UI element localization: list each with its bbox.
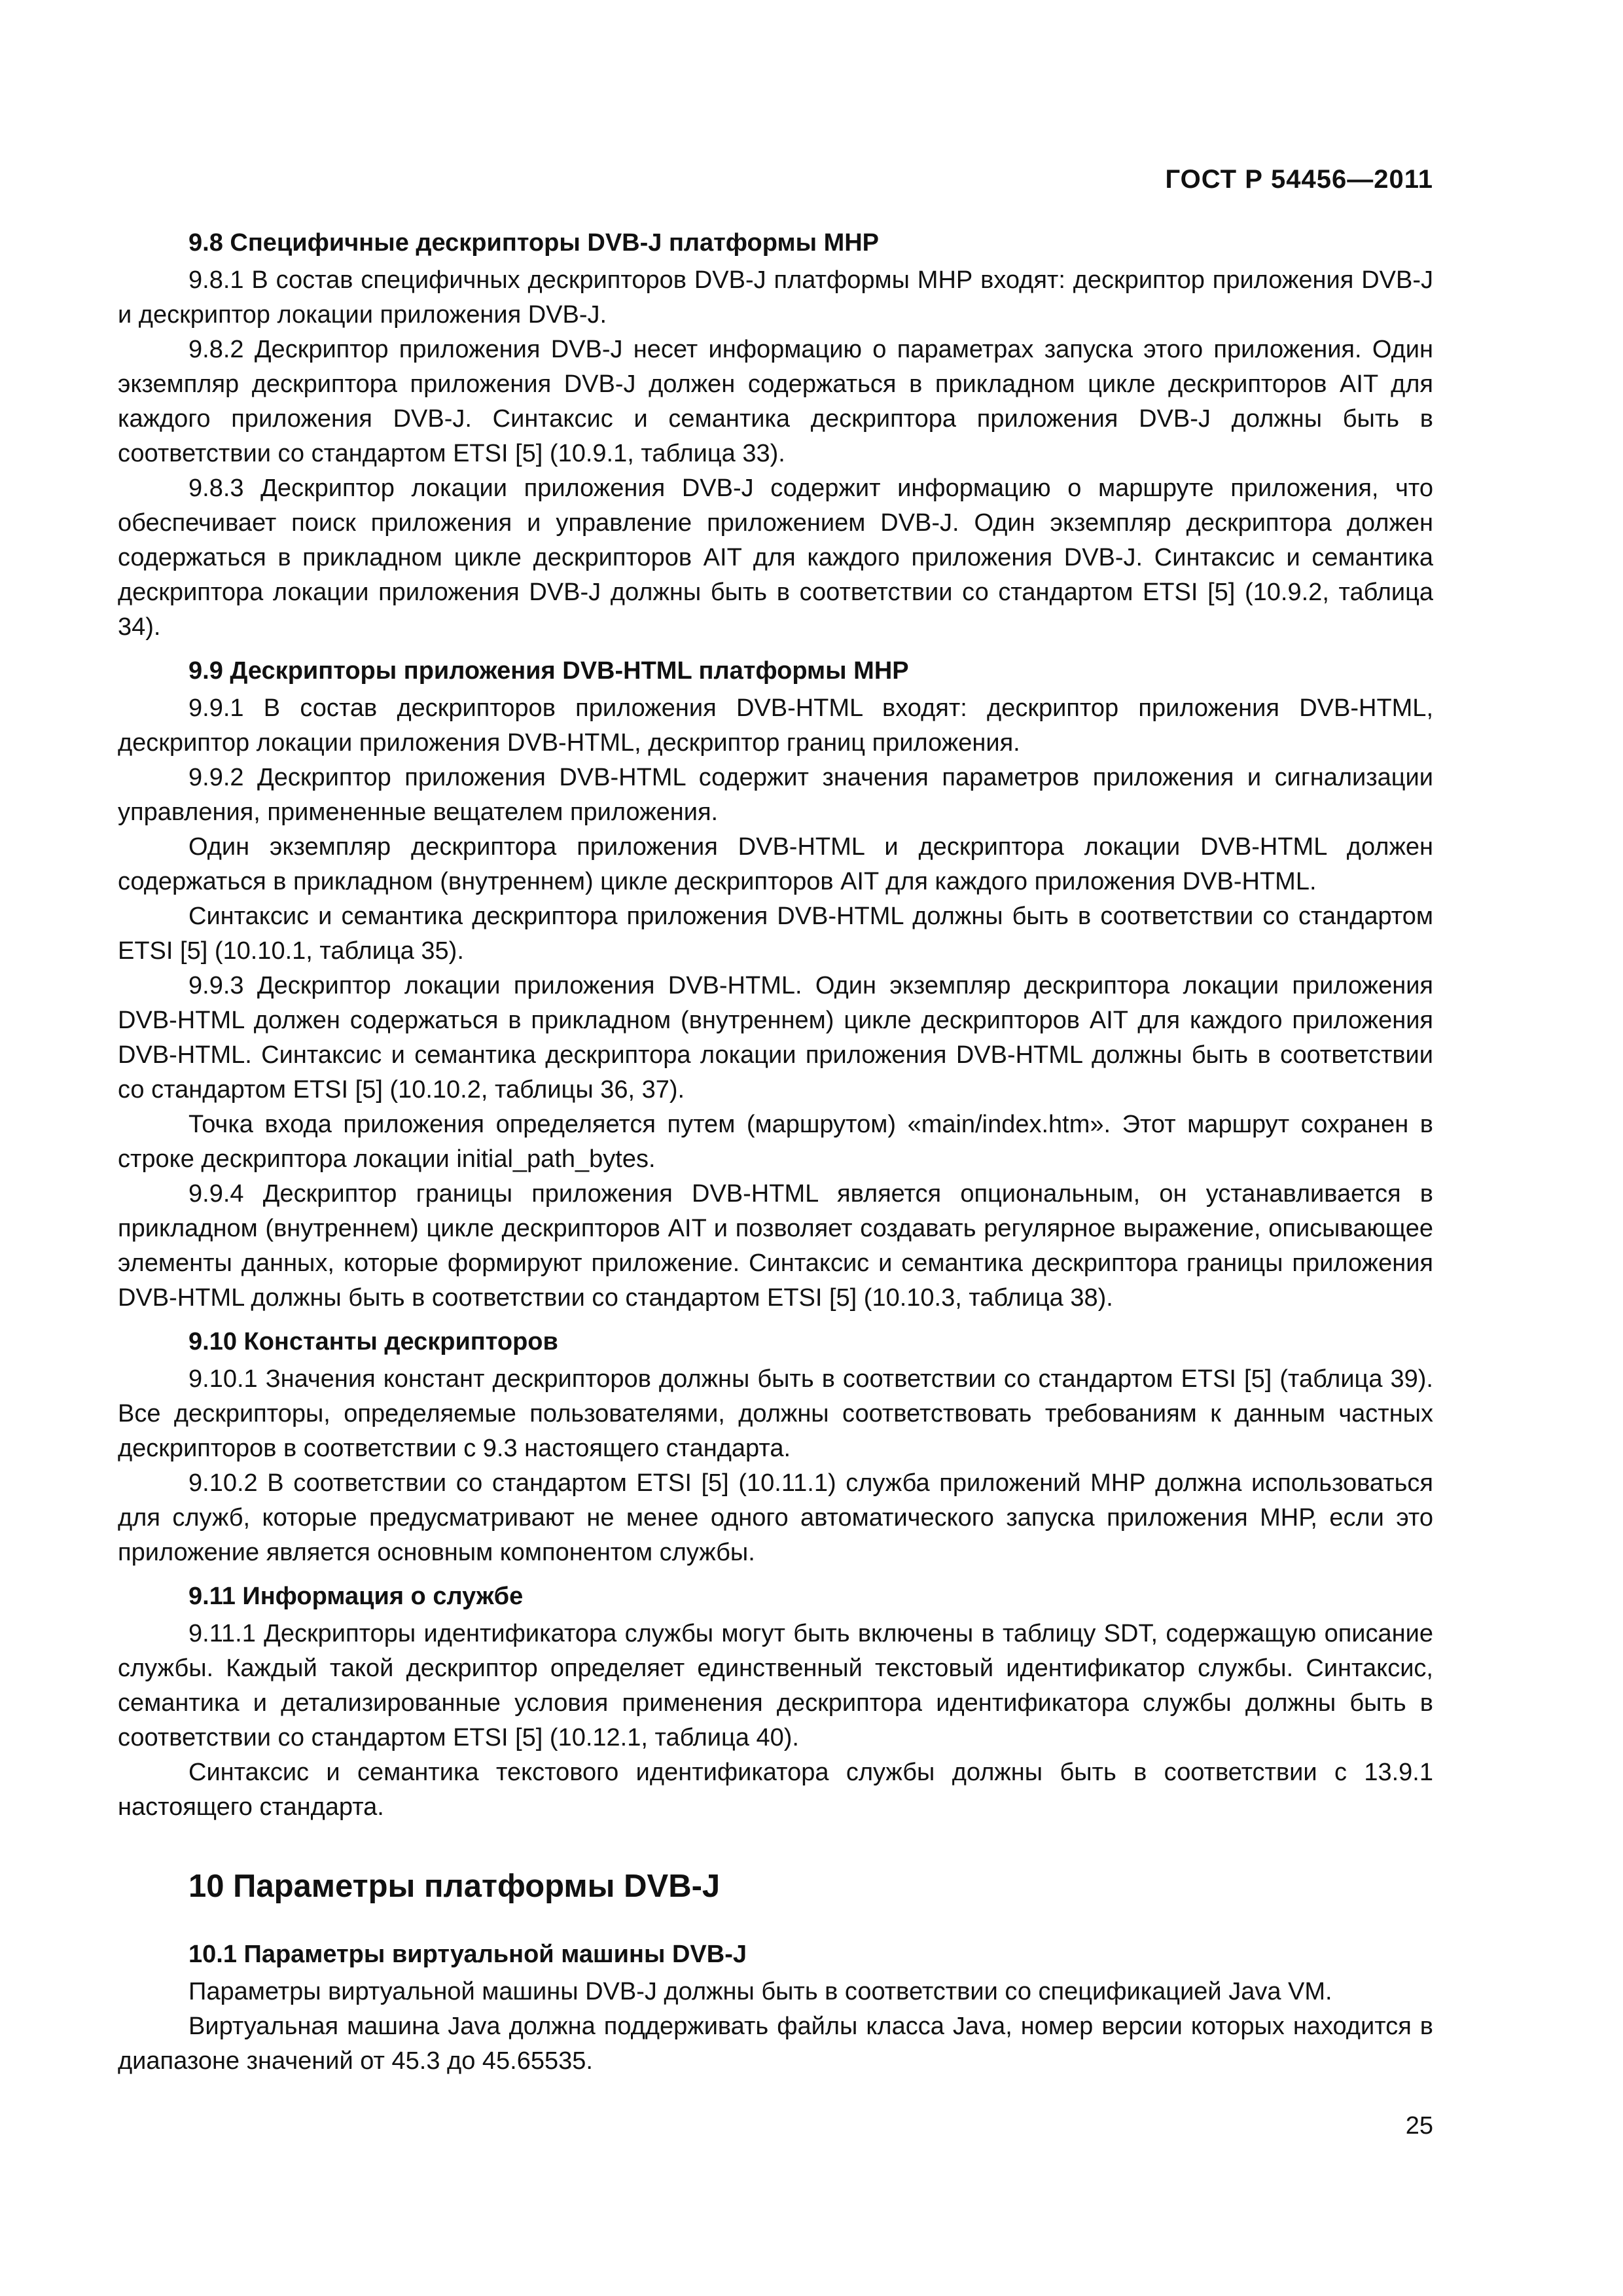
section-10-heading: 10 Параметры платформы DVB-J	[188, 1869, 721, 1904]
paragraph-9-9-2-instance: Один экземпляр дескриптора приложения DVB-HTML и дескриптора локации DVB-HTML должен содержаться в прикладном (внутреннем) цикле дескрипторов AIT для каждого приложения DVB-HTML.	[118, 833, 1433, 895]
paragraph-9-9-2-syntax: Синтаксис и семантика дескриптора приложения DVB-HTML должны быть в соответствии со стандартом ETSI [5] (10.10.1, таблица 35).	[118, 903, 1433, 965]
section-9-10-heading: 9.10 Константы дескрипторов	[188, 1328, 558, 1355]
section-9-11-heading: 9.11 Информация о службе	[188, 1583, 524, 1610]
paragraph-9-9-1: 9.9.1 В состав дескрипторов приложения DVB-HTML входят: дескриптор приложения DVB-HTML, дескриптор локации приложения DVB-HTML, дескриптор границ приложения.	[118, 694, 1433, 757]
paragraph-9-11-1: 9.11.1 Дескрипторы идентификатора службы могут быть включены в таблицу SDT, содержащую описание службы. Каждый такой дескриптор определяет единственный текстовый идентификатор службы. Синтаксис, семантика и детализированные условия применения дескриптора идентификатора службы должны быть в соответствии со стандартом ETSI [5] (10.12.1, таблица 40).	[118, 1620, 1433, 1751]
paragraph-9-9-2: 9.9.2 Дескриптор приложения DVB-HTML содержит значения параметров приложения и сигнализации управления, примененные вещателем приложения.	[118, 764, 1433, 826]
paragraph-9-10-2: 9.10.2 В соответствии со стандартом ETSI [5] (10.11.1) служба приложений МНР должна использоваться для служб, которые предусматривают не менее одного автоматического запуска приложения МНР, если это приложение является основным компонентом службы.	[118, 1469, 1433, 1566]
paragraph-9-8-2: 9.8.2 Дескриптор приложения DVB-J несет информацию о параметрах запуска этого приложения. Один экземпляр дескриптора приложения DVB-J должен содержаться в прикладном цикле дескрипторов AIT для каждого приложения DVB-J. Синтаксис и семантика дескриптора приложения DVB-J должны быть в соответствии со стандартом ETSI [5] (10.9.1, таблица 33).	[118, 336, 1433, 467]
section-9-9-heading: 9.9 Дескрипторы приложения DVB-HTML платформы МНР	[188, 657, 909, 685]
page-number: 25	[1405, 2112, 1433, 2140]
paragraph-10-1-b: Виртуальная машина Java должна поддерживать файлы класса Java, номер версии которых находится в диапазоне значений от 45.3 до 45.65535.	[118, 2013, 1433, 2075]
paragraph-10-1-a: Параметры виртуальной машины DVB-J должны быть в соответствии со спецификацией Java VM.	[188, 1978, 1332, 2005]
section-9-8-heading: 9.8 Специфичные дескрипторы DVB-J платформы МНР	[188, 229, 880, 257]
document-id-header: ГОСТ Р 54456—2011	[1165, 165, 1433, 194]
paragraph-9-10-1: 9.10.1 Значения констант дескрипторов должны быть в соответствии со стандартом ETSI [5] (таблица 39). Все дескрипторы, определяемые пользователями, должны соответствовать требованиям к данным частных дескрипторов в соответствии с 9.3 настоящего стандарта.	[118, 1365, 1433, 1462]
document-body	[118, 226, 1433, 2079]
paragraph-9-8-3: 9.8.3 Дескриптор локации приложения DVB-J содержит информацию о маршруте приложения, что обеспечивает поиск приложения и управление приложением DVB-J. Один экземпляр дескриптора должен содержаться в прикладном цикле дескрипторов AIT для каждого приложения DVB-J. Синтаксис и семантика дескриптора локации приложения DVB-J должны быть в соответствии со стандартом ETSI [5] (10.9.2, таблица 34).	[118, 475, 1434, 641]
document-page	[118, 0, 1433, 2296]
paragraph-9-9-4: 9.9.4 Дескриптор границы приложения DVB-HTML является опциональным, он устанавливается в прикладном (внутреннем) цикле дескрипторов AIT и позволяет создавать регулярное выражение, описывающее элементы данных, которые формируют приложение. Синтаксис и семантика дескриптора границы приложения DVB-HTML должны быть в соответствии со стандартом ETSI [5] (10.10.3, таблица 38).	[118, 1180, 1433, 1312]
paragraph-9-9-3: 9.9.3 Дескриптор локации приложения DVB-HTML. Один экземпляр дескриптора локации приложения DVB-HTML должен содержаться в прикладном (внутреннем) цикле дескрипторов AIT для каждого приложения DVB-HTML. Синтаксис и семантика дескриптора локации приложения DVB-HTML должны быть в соответствии со стандартом ETSI [5] (10.10.2, таблицы 36, 37).	[118, 972, 1433, 1103]
paragraph-9-11-1-syntax: Синтаксис и семантика текстового идентификатора службы должны быть в соответствии с 13.9.1 настоящего стандарта.	[118, 1759, 1433, 1821]
paragraph-9-9-3-entry-point: Точка входа приложения определяется путем (маршрутом) «main/index.htm». Этот маршрут сохранен в строке дескриптора локации initial_path_bytes.	[118, 1111, 1433, 1173]
section-10-1-heading: 10.1 Параметры виртуальной машины DVB-J	[188, 1941, 747, 1968]
paragraph-9-8-1: 9.8.1 В состав специфичных дескрипторов DVB-J платформы МНР входят: дескриптор приложения DVB-J и дескриптор локации приложения DVB-J.	[118, 266, 1433, 329]
